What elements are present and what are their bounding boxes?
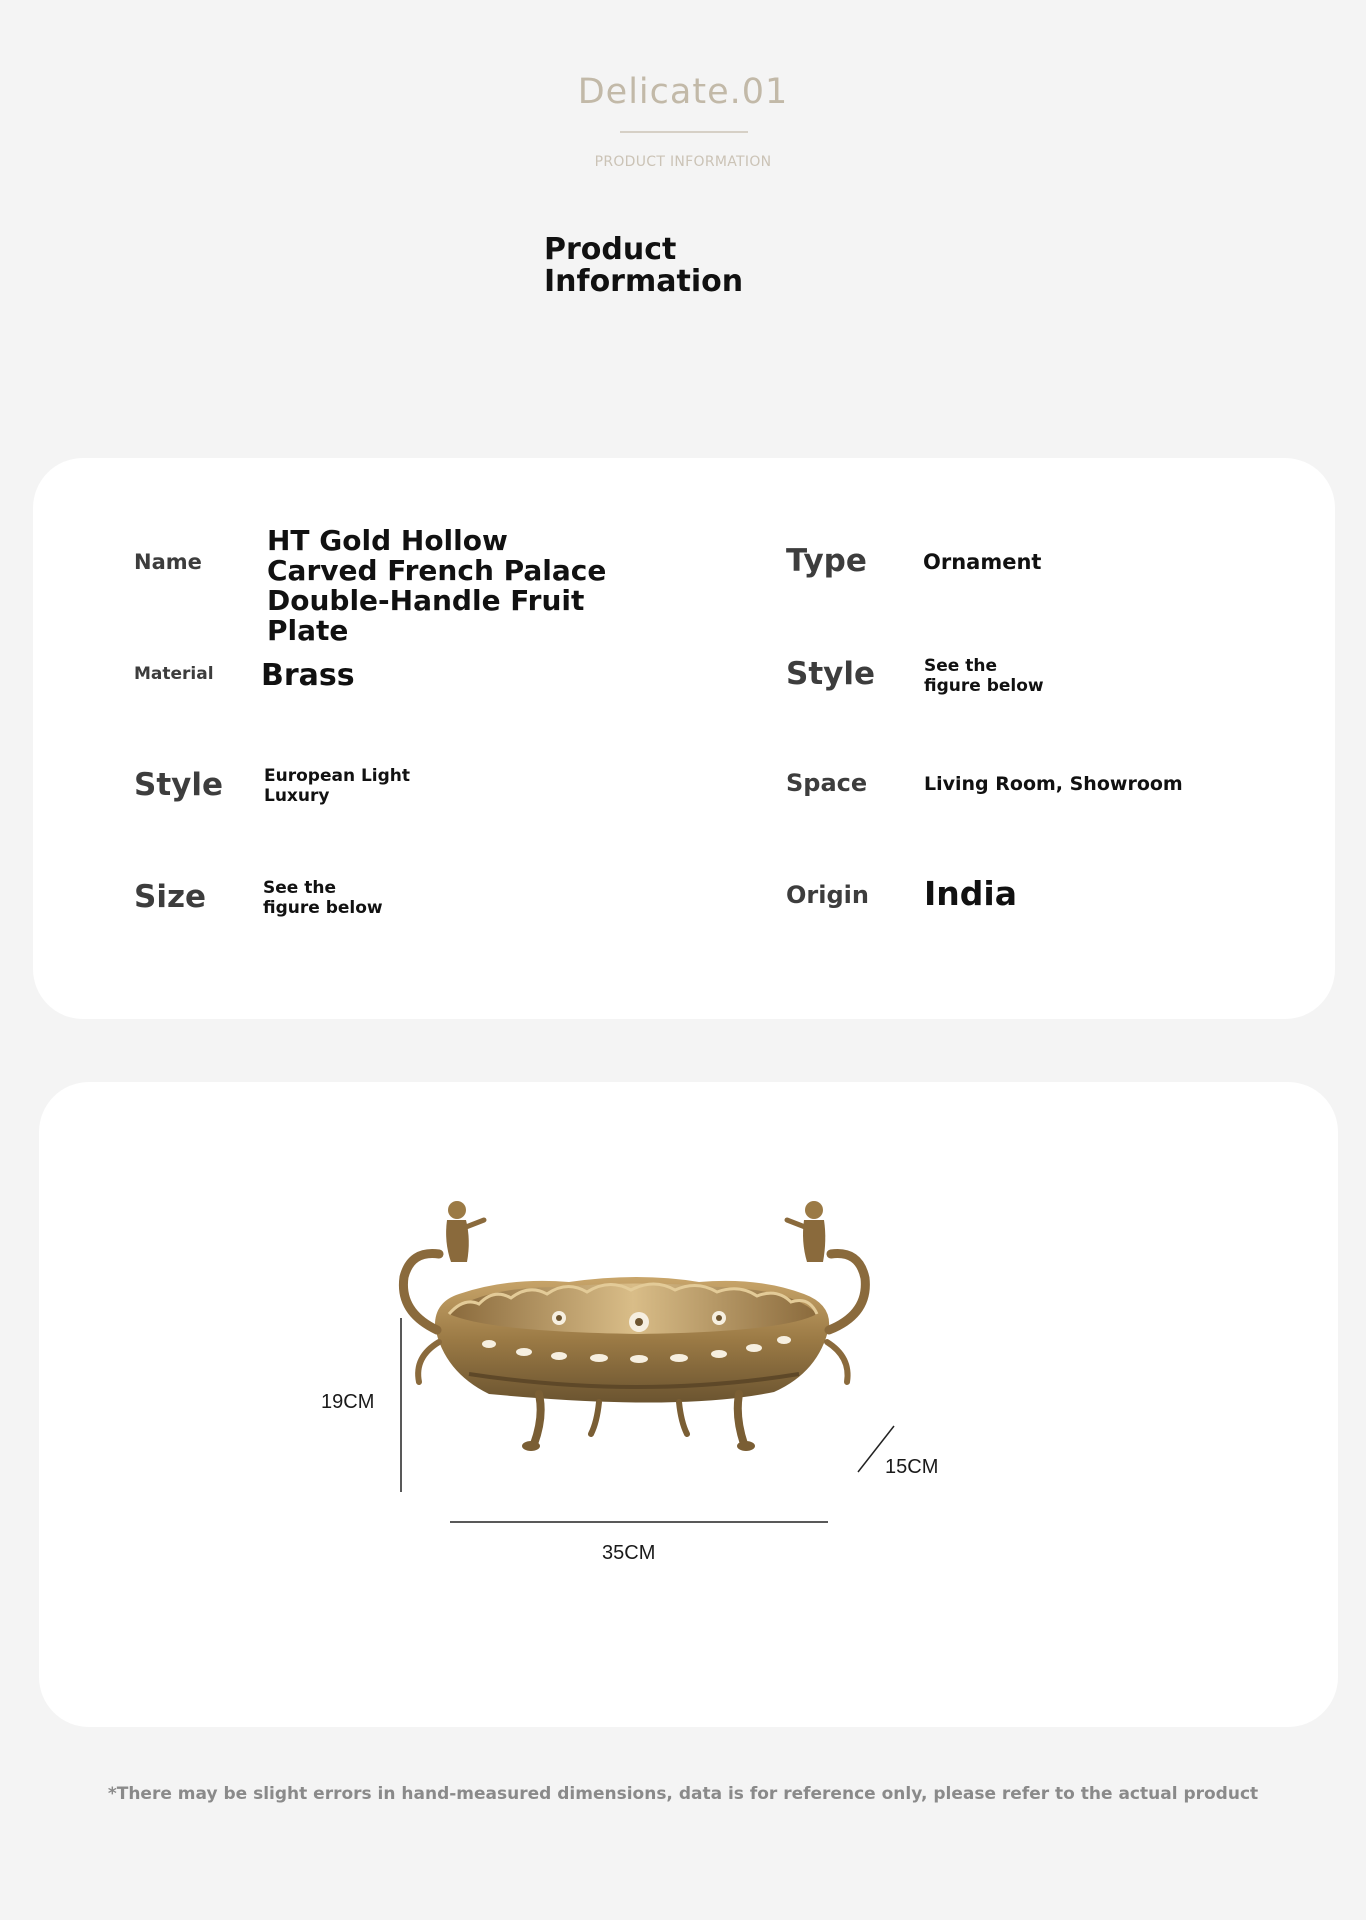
brand-divider <box>620 131 748 133</box>
name-value: HT Gold Hollow Carved French Palace Double-Handle Fruit Plate <box>267 524 607 647</box>
dimension-lines <box>39 1082 1338 1727</box>
origin-value: India <box>924 874 1017 913</box>
height-dimension: 19CM <box>321 1391 375 1413</box>
style2-label: Style <box>786 656 876 692</box>
style2-value: See the figure below <box>924 656 1044 696</box>
product-info-card <box>33 458 1335 1019</box>
dimensions-card <box>39 1082 1338 1727</box>
material-value: Brass <box>261 658 355 693</box>
style-value: European Light Luxury <box>264 766 411 806</box>
size-label: Size <box>134 879 207 915</box>
space-label: Space <box>786 769 868 797</box>
type-value: Ornament <box>923 550 1042 574</box>
page-title: Product Information <box>544 232 744 299</box>
width-dimension: 35CM <box>602 1542 656 1564</box>
disclaimer-note: *There may be slight errors in hand-measured dimensions, data is for reference only, please refer to the actual product <box>107 1784 1259 1804</box>
depth-dimension: 15CM <box>885 1456 939 1478</box>
brand-title: Delicate.01 <box>577 72 789 112</box>
size-value: See the figure below <box>263 878 383 918</box>
origin-label: Origin <box>786 881 869 909</box>
brand-subtitle: PRODUCT INFORMATION <box>594 154 772 170</box>
type-label: Type <box>786 543 867 579</box>
material-label: Material <box>134 664 214 684</box>
space-value: Living Room, Showroom <box>924 773 1183 795</box>
style-label: Style <box>134 767 224 803</box>
name-label: Name <box>134 550 202 574</box>
